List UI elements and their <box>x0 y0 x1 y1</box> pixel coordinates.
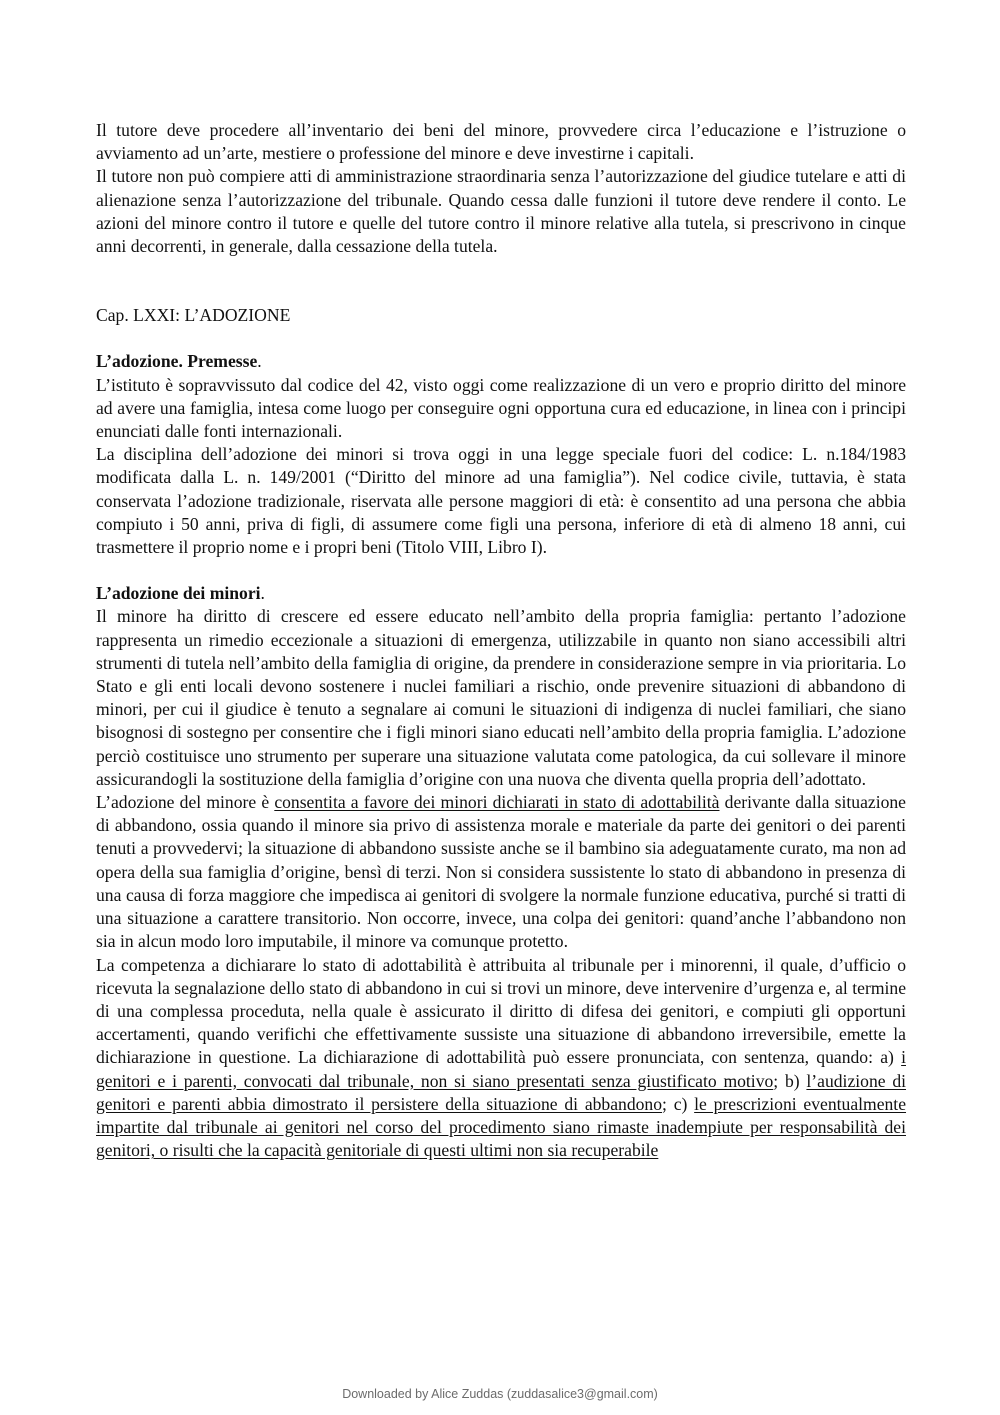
heading-text: L’adozione dei minori <box>96 583 261 604</box>
minori-paragraph-2 <box>96 791 906 953</box>
heading-text: L’adozione. Premesse <box>96 351 258 372</box>
text-run: ; c) <box>662 1093 695 1114</box>
heading-period: . <box>260 583 265 604</box>
spacer <box>96 258 906 304</box>
text-run: La competenza a dichiarare lo stato di adottabilità è attribuita al tribunale per i minorenni, il quale, d’ufficio o ricevuta la segnalazione dello stato di abbandono in cui si trovi un minore, deve intervenire d’urgenza e, al termine di una complessa proceduta, nella quale è assicurato il diritto di difesa dei genitori, e compiuti gli opportuni accertamenti, quando verifichi che effettivamente sussiste una situazione di abbandono irreversibile, emette la dichiarazione in questione. La dichiarazione di adottabilità può essere pronunciata, con sentenza, quando: a) <box>96 954 906 1068</box>
premesse-paragraph-1: L’istituto è sopravvissuto dal codice del 42, visto oggi come realizzazione di un vero e proprio diritto del minore ad avere una famiglia, intesa come luogo per conseguire ogni opportuna cura ed educazione, in linea con i principi enunciati dalle fonti internazionali. <box>96 374 906 442</box>
document-body <box>96 119 906 1162</box>
spacer <box>96 559 906 582</box>
underlined-text-a: i genitori e i parenti, convocati dal tribunale, non si siano presentati senza giustificato motivo <box>96 1047 906 1091</box>
minori-paragraph-3 <box>96 954 906 1163</box>
underlined-text: consentita a favore dei minori dichiarati in stato di adottabilità <box>274 792 720 813</box>
underlined-text-b: l’audizione di genitori e parenti abbia dimostrato il persistere della situazione di abbandono <box>96 1070 907 1114</box>
spacer <box>96 327 906 350</box>
underlined-text-c: le prescrizioni eventualmente impartite dal tribunale ai genitori nel corso del procedimento siano rimaste inadempiute per responsabilità dei genitori, o risulti che la capacità genitoriale di questi ultimi non sia recuperabile <box>96 1093 907 1161</box>
intro-paragraph-1: Il tutore deve procedere all’inventario dei beni del minore, provvedere circa l’educazione e l’istruzione o avviamento ad un’arte, mestiere o professione del minore e deve investirne i capitali. <box>96 120 906 164</box>
premesse-paragraph-2: La disciplina dell’adozione dei minori si trova oggi in una legge speciale fuori del codice: L. n.184/1983 modificata dalla L. n. 149/2001 (“Diritto del minore ad una famiglia”). Nel codice civile, tuttavia, è stata conservata l’adozione tradizionale, riservata alle persone maggiori di età: è consentito ad una persona che abbia compiuto i 50 anni, priva di figli, di assumere come figli una persona, inferiore di età di almeno 18 anni, cui trasmettere il proprio nome e i propri beni (Titolo VIII, Libro I). <box>96 444 906 558</box>
text-run: derivante dalla situazione di abbandono, ossia quando il minore sia privo di assistenza morale e materiale da parte dei genitori o dei parenti tenuti a provvedervi; la situazione di abbandono sussiste anche se il bambino sia adeguatamente curato, ma non ad opera della sua famiglia d’origine, bensì di terzi. Non si considera sussistente lo stato di abbandono in presenza di una causa di forza maggiore che impedisca ai genitori di svolgere la normale funzione educativa, purché si tratti di una situazione a carattere transitorio. Non occorre, invece, una colpa dei genitori: quand’anche l’abbandono non sia in alcun modo loro imputabile, il minore va comunque protetto. <box>96 792 906 952</box>
chapter-title: Cap. LXXI: L’ADOZIONE <box>96 305 291 326</box>
section-heading-premesse <box>96 350 906 373</box>
section-heading-minori <box>96 582 906 605</box>
download-footer: Downloaded by Alice Zuddas (zuddasalice3@gmail.com) <box>342 1387 658 1401</box>
text-run: L’adozione del minore è <box>96 792 275 813</box>
intro-paragraph-2: Il tutore non può compiere atti di amministrazione straordinaria senza l’autorizzazione del giudice tutelare e atti di alienazione senza l’autorizzazione del tribunale. Quando cessa dalle funzioni il tutore deve rendere il conto. Le azioni del minore contro il tutore e quelle del tutore contro il minore relative alla tutela, si prescrivono in cinque anni decorrenti, in generale, dalla cessazione della tutela. <box>96 166 906 257</box>
minori-paragraph-1: Il minore ha diritto di crescere ed essere educato nell’ambito della propria famiglia: pertanto l’adozione rappresenta un rimedio eccezionale a situazioni di emergenza, utilizzabile in quanto non siano accessibili altri strumenti di tutela nell’ambito della famiglia di origine, da prendere in considerazione sempre in via prioritaria. Lo Stato e gli enti locali devono sostenere i nuclei familiari a rischio, onde prevenire situazioni di abbandono di minori, per cui il giudice è tenuto a segnalare ai comuni le situazioni di indigenza di nuclei familiari, che siano bisognosi di sostegno per consentire che i figli minori siano educati nell’ambito della propria famiglia. L’adozione perciò costituisce uno strumento per superare una situazione valutata come patologica, da cui sollevare il minore assicurandogli la sostituzione della famiglia d’origine con una nuova che diventa quella propria dell’adottato. <box>96 606 906 789</box>
heading-period: . <box>257 351 262 372</box>
text-run: ; b) <box>773 1070 807 1091</box>
